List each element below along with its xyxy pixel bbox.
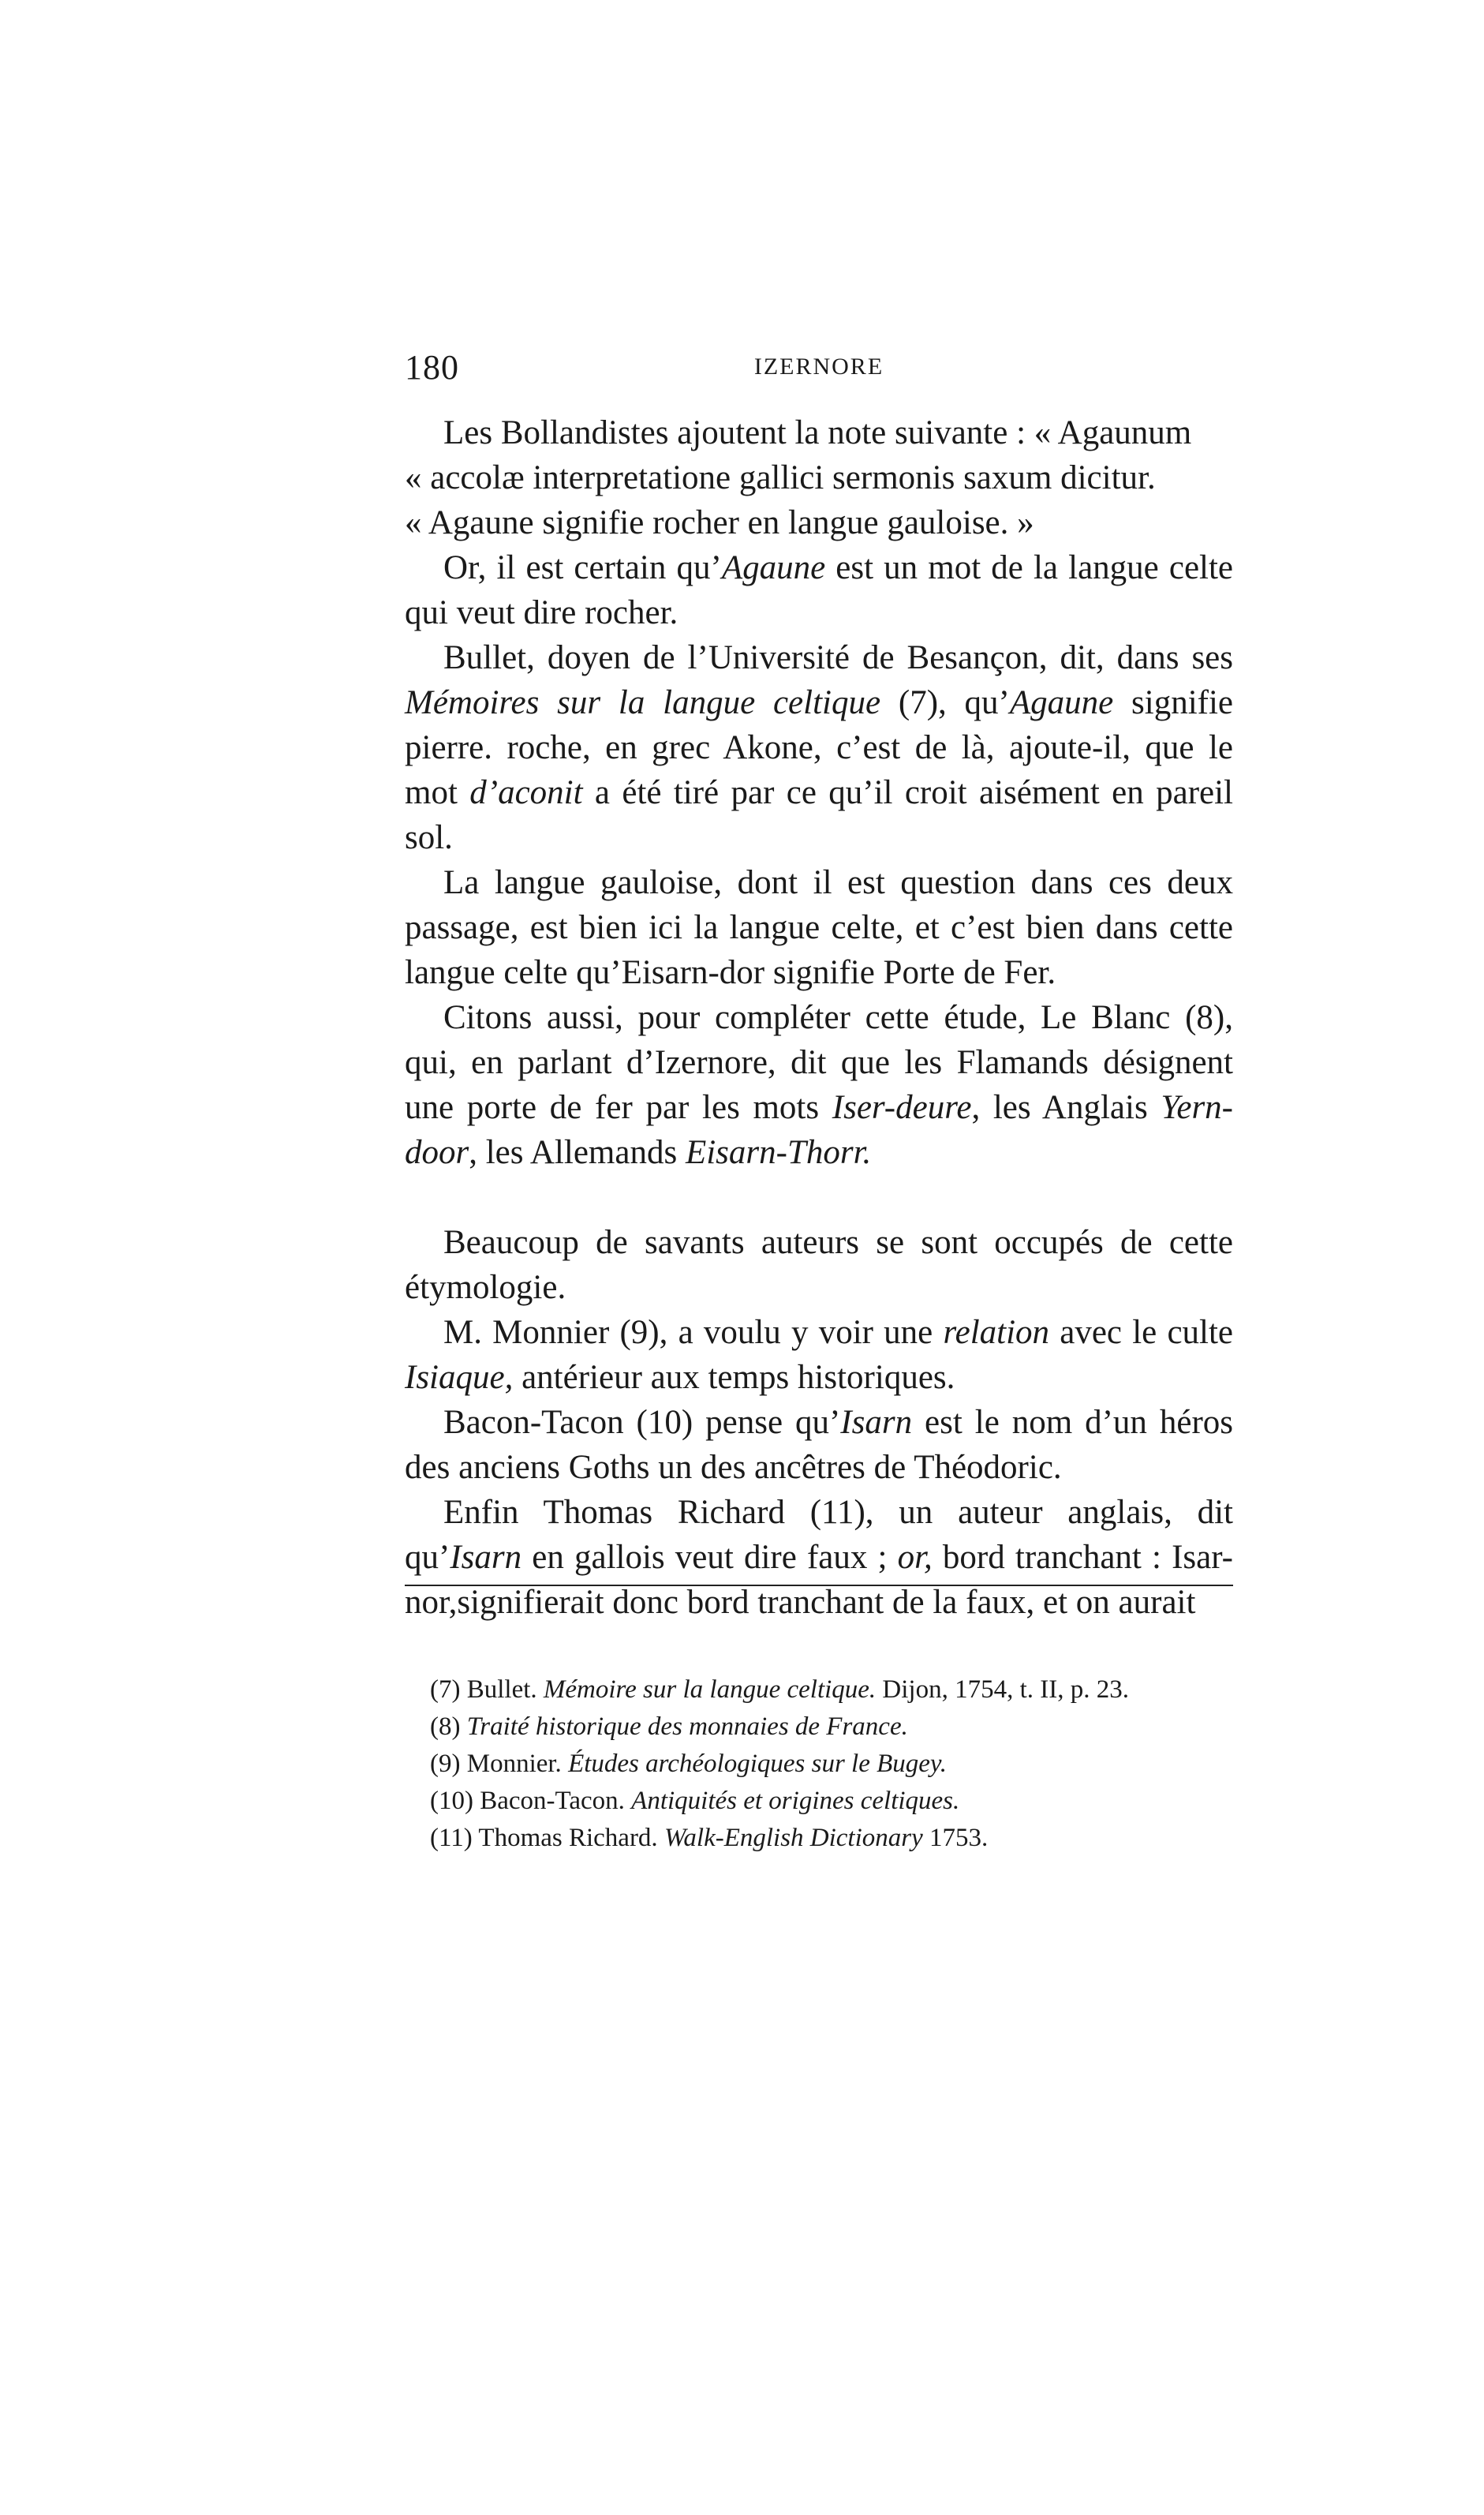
italic-term: relation — [943, 1314, 1050, 1351]
paragraph-7 — [405, 1310, 1233, 1400]
paragraph-4: La langue gauloise, dont il est question dans ces deux passage, est bien ici la langue celte, et c’est bien dans cette langue celte qu’Eisarn-dor signifie Porte de Fer. — [405, 864, 1233, 991]
italic-term: Isiaque, — [405, 1359, 514, 1396]
italic-term: d’aconit — [469, 774, 583, 811]
text-run: en gallois veut dire faux ; — [521, 1539, 898, 1576]
paragraph-3 — [405, 635, 1233, 860]
footnote-text: Dijon, 1754, t. II, p. 23. — [876, 1675, 1129, 1704]
text-run: Bullet, doyen de l’Université de Besançon, dit, dans ses — [443, 639, 1233, 676]
footnote-title: Antiquités et origines celtiques. — [631, 1787, 960, 1815]
footnote-text: (11) Thomas Richard. — [430, 1824, 664, 1852]
italic-term: Isarn — [450, 1539, 522, 1576]
section-gap — [405, 1175, 1233, 1220]
text-run: Citons aussi, pour compléter cette étude, Le Blanc (8), qui, en parlant d’Izernore, dit que les Flamands désignent une porte de fer par les mots — [405, 999, 1233, 1126]
paragraph-1-line-2: « accolæ interpretatione gallici sermonis saxum dicitur. — [405, 459, 1156, 496]
footnote-title: Études archéologiques sur le Bugey. — [568, 1750, 947, 1778]
italic-term: Mémoires sur la langue celtique — [405, 684, 881, 721]
footnote-10 — [430, 1783, 1235, 1820]
text-run: , les Allemands — [469, 1134, 686, 1171]
paragraph-8 — [405, 1400, 1233, 1490]
footnote-title: Mémoire sur la langue celtique. — [543, 1675, 877, 1704]
footnote-text: (10) Bacon-Tacon. — [430, 1787, 632, 1815]
text-run: M. Monnier (9), a voulu y voir une — [443, 1314, 944, 1351]
italic-term: Eisarn-Thorr. — [685, 1134, 872, 1171]
paragraph-1-line-1: Les Bollandistes ajoutent la note suivante : « Agaunum — [443, 414, 1192, 451]
footnote-text: 1753. — [922, 1824, 989, 1852]
text-run: Or, il est certain qu’ — [443, 549, 722, 586]
text-run: est un mot de la langue celte qui veut dire rocher. — [405, 549, 1234, 631]
footnote-text: (9) Monnier. — [430, 1750, 569, 1778]
italic-term: Agaune — [721, 549, 826, 586]
running-title: IZERNORE — [753, 354, 884, 380]
text-run: signifie pierre. roche, en grec Akone, c’est de là, ajoute-il, que le mot — [405, 684, 1234, 811]
paragraph-6: Beaucoup de savants auteurs se sont occupés de cette étymologie. — [405, 1224, 1233, 1306]
italic-term: Iser-deure — [832, 1089, 972, 1126]
text-run: Bacon-Tacon (10) pense qu’ — [443, 1404, 841, 1441]
paragraph-1 — [405, 410, 1233, 545]
footnote-text: (8) — [430, 1712, 467, 1741]
footnote-title: Walk-English Dictionary — [664, 1824, 923, 1852]
paragraph-1-line-3: « Agaune signifie rocher en langue gauloise. » — [405, 504, 1034, 541]
footnote-8 — [430, 1708, 1235, 1746]
footnote-divider — [405, 1585, 1233, 1586]
text-run: avec le culte — [1049, 1314, 1234, 1351]
footnote-11 — [430, 1820, 1235, 1857]
footnote-9 — [430, 1746, 1235, 1783]
text-run: a été tiré par ce qu’il croit aisément en pareil sol. — [405, 774, 1233, 856]
text-run: , les Anglais — [971, 1089, 1161, 1126]
paragraph-5 — [405, 995, 1233, 1175]
text-run: Enfin Thomas Richard (11), un auteur anglais, dit qu’ — [405, 1494, 1233, 1576]
paragraph-9 — [405, 1490, 1233, 1625]
text-run: est le nom d’un héros des anciens Goths un des ancêtres de Théodoric. — [405, 1404, 1234, 1486]
footnote-7 — [430, 1671, 1235, 1708]
italic-term: Agaune — [1009, 684, 1114, 721]
text-run: (7), qu’ — [880, 684, 1010, 721]
italic-term: Yern-door — [405, 1089, 1233, 1171]
page-header — [405, 347, 1233, 395]
italic-term: or, — [897, 1539, 933, 1576]
paragraph-2 — [405, 545, 1233, 635]
text-run: antérieur aux temps historiques. — [513, 1359, 955, 1396]
body-text — [405, 410, 1233, 1625]
italic-term: Isarn — [840, 1404, 913, 1441]
footnote-text: (7) Bullet. — [430, 1675, 544, 1704]
page-number: 180 — [405, 348, 459, 387]
text-run: bord tranchant : Isar-nor,signifierait donc bord tranchant de la faux, et on aurait — [405, 1539, 1233, 1621]
footnotes — [430, 1671, 1235, 1857]
footnote-title: Traité historique des monnaies de France. — [466, 1712, 908, 1741]
